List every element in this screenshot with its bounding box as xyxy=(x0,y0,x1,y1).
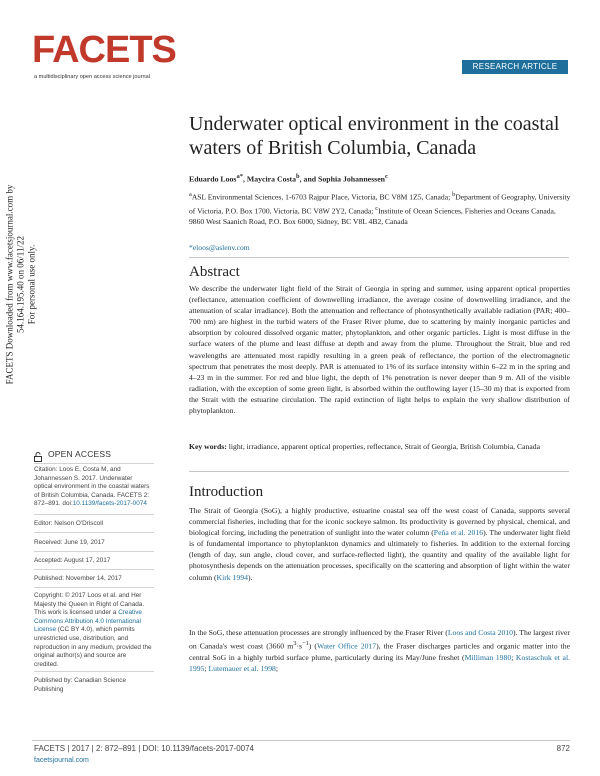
introduction-paragraph-2: In the SoG, these attenuation processes are strongly influenced by the Fraser River (Loos and Costa 2010). The largest river on Canada's west coast (3660 $m^3\cdot s^{-1}$) (Water Office 2017), the Fraser discharges particles and organic matter into the central SoG in a highly turbid surface plume, particularly during its May/June freshet (Milliman 1980; Kostaschuk et al. 1995; Lutemauer et al. 1998; xyxy=(189,628,571,673)
introduction-paragraph-1: The Strait of Georgia (SoG), a highly productive, estuarine coastal sea off the west coast of Canada, supports several commercial fisheries, including that for the iconic sockeye salmon. Its productivity is governed by physical, chemical, and biological forcing, including the penetration of sunlight into the water column (Peña et al. 2016). The underwater light field is of fundamental importance to phytoplankton dynamics and ultimately to fisheries. In addition to the external forcing (length of day, sun angle, cloud cover, and surface-reflected light), the quantity and quality of the available light for photosynthesis depends on the attenuation processes, specifically on the scattering and absorption of light within the water column (Kirk 1994). xyxy=(189,506,571,582)
abstract-heading: Abstract xyxy=(189,264,240,280)
page-number: 872 xyxy=(556,744,570,753)
divider xyxy=(34,569,154,570)
logo-tagline: a multidisciplinary open access science journal xyxy=(34,74,150,80)
author-list: Eduardo Loos$^{a*}$, Maycira Costa$^b$, and Sophia Johannessen$^c$ xyxy=(189,173,388,184)
open-access-label: OPEN ACCESS xyxy=(48,449,112,459)
received-date: Received: June 19, 2017 xyxy=(34,539,105,546)
logo-wordmark: FACETS xyxy=(32,29,176,71)
citation-info: Citation: Loos E, Costa M, and Johannessen S. 2017. Underwater optical environment in the coastal waters of British Columbia, Canada. FACETS 2: 872–891. doi:10.1139/facets-2017-0074 xyxy=(34,466,150,508)
publisher-info: Published by: Canadian Science Publishing xyxy=(34,677,127,693)
open-lock-icon xyxy=(34,449,42,459)
article-title: Underwater optical environment in the coastal waters of British Columbia, Canada xyxy=(189,113,560,159)
divider xyxy=(34,463,154,464)
corresponding-email-link[interactable]: *eloos@aslenv.com xyxy=(189,243,250,252)
divider xyxy=(34,671,154,672)
keywords xyxy=(189,441,570,452)
divider xyxy=(189,471,569,472)
keywords-text: light, irradiance, apparent optical properties, reflectance, Strait of Georgia, British Columbia, Canada xyxy=(228,442,541,451)
divider xyxy=(34,514,154,515)
editor-info: Editor: Nelson O'Driscoll xyxy=(34,520,104,527)
keywords-label: Key words: xyxy=(189,442,227,451)
footer-divider xyxy=(32,740,570,741)
abstract-body: We describe the underwater light field of the Strait of Georgia in spring and summer, using apparent optical properties (reflectance, attenuation coefficient of downwelling irradiance, the average cosine of downwelling irradiance, and the attenuation of scalar irradiance). Both the attenuation and reflectance of photosynthetically available radiation (PAR; 400–700 nm) are highest in the turbid waters of the Fraser River plume, due to scattering by mainly inorganic particles and absorption by coloured dissolved organic matter, phytoplankton, and other organic particles. Light is most diffuse in the surface waters of the plume and least diffuse at depth and away from the plume. Throughout the Strait, blue and red wavelengths are attenuated most rapidly resulting in a green peak of reflectance, the portion of the electromagnetic spectrum that penetrates the most deeply. PAR is attenuated to 1% of its surface intensity within 6–22 m in the spring and 4–23 m in the summer. For red and blue light, the depth of 1% penetration is never deeper than 9 m. All of the visible radiation, with the exception of some green light, is absorbed within the outflowing layer (15–30 m) that is exported from the Strait with the estuarine circulation. The rapid extinction of light helps to explain the very shallow distribution of phytoplankton. xyxy=(189,284,570,416)
divider xyxy=(34,532,154,533)
divider xyxy=(34,587,154,588)
download-stamp-line1: FACETS Downloaded from www.facetsjournal.com by 54.164.195.40 on 06/11/22 xyxy=(4,184,26,385)
divider xyxy=(189,257,569,258)
article-type-badge: RESEARCH ARTICLE xyxy=(462,60,568,74)
introduction-heading: Introduction xyxy=(189,484,264,500)
download-stamp xyxy=(5,170,38,400)
accepted-date: Accepted: August 17, 2017 xyxy=(34,557,111,564)
footer-site-link[interactable]: facetsjournal.com xyxy=(34,757,89,764)
footer-citation: FACETS | 2017 | 2: 872–891 | DOI: 10.1139/facets-2017-0074 xyxy=(34,744,255,753)
journal-logo xyxy=(32,30,192,90)
copyright-notice: Copyright: © 2017 Loos et al. and Her Majesty the Queen in Right of Canada. This work is licensed under a Creative Commons Attribution 4.0 International License (CC BY 4.0), which permits unrestricted use, distribution, and reproduction in any medium, provided the original author(s) and source are credited. xyxy=(34,592,152,668)
author-affiliations: $^a$ASL Environmental Sciences, 1-6703 Rajpur Place, Victoria, BC V8M 1Z5, Canada; $^b$Department of Geography, University of Victoria, P.O. Box 1700, Victoria, BC V8W 2Y2, Canada; $^c$Institute of Ocean Sciences, Fisheries and Oceans Canada, 9860 West Saanich Road, P.O. Box 6000, Sidney, BC V8L 4B2, Canada xyxy=(189,191,571,227)
published-date: Published: November 14, 2017 xyxy=(34,575,122,582)
download-stamp-line2: For personal use only. xyxy=(26,244,37,325)
divider xyxy=(34,551,154,552)
open-access-indicator xyxy=(34,449,111,459)
